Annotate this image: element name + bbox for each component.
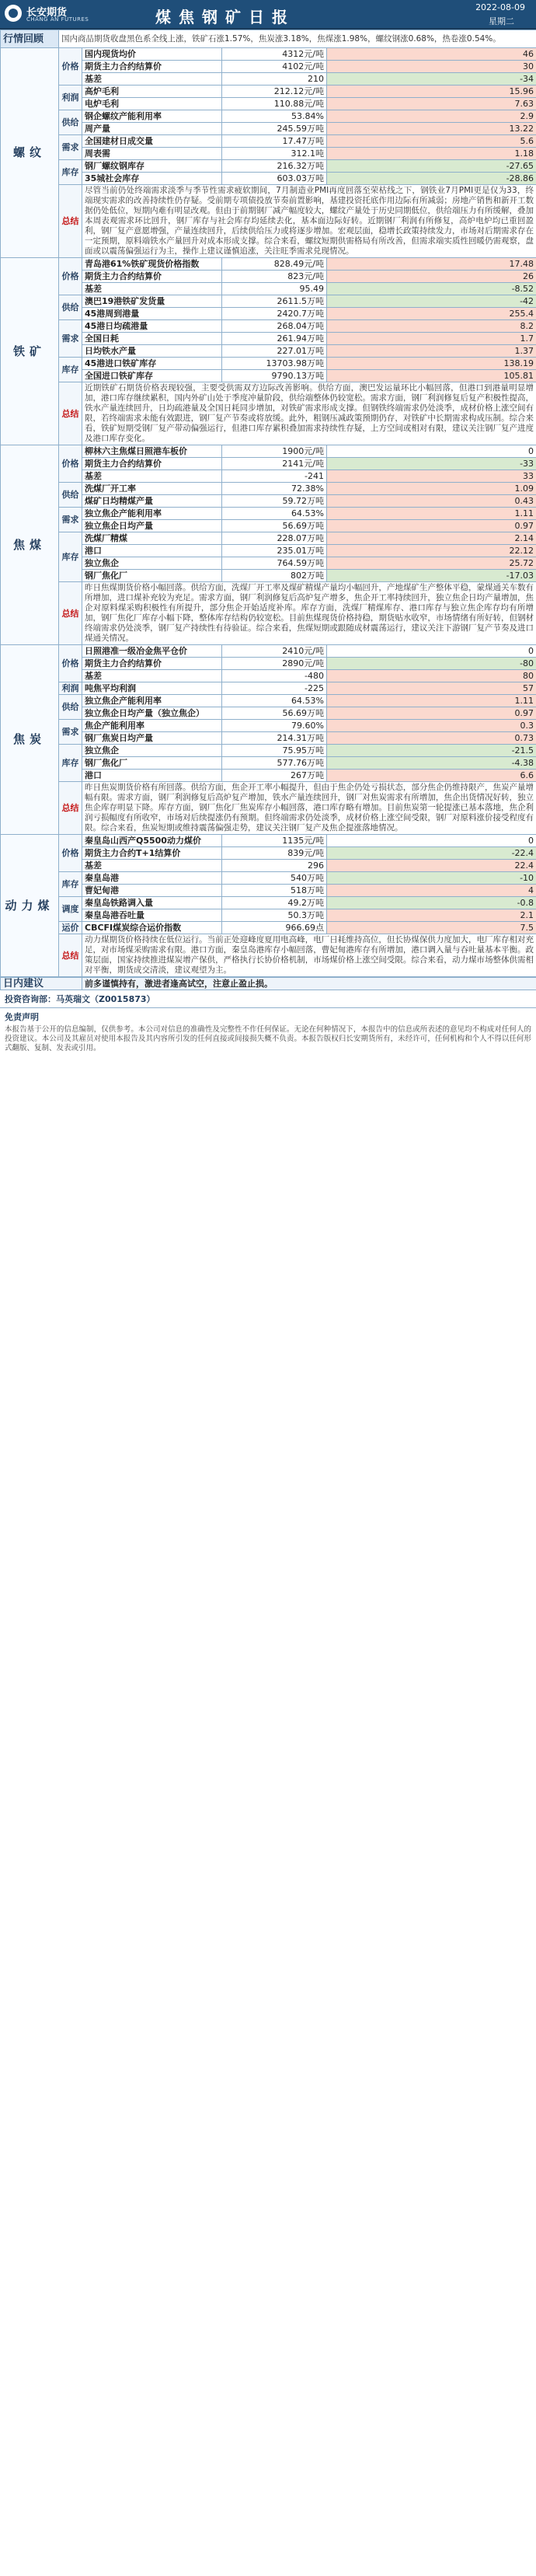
indicator-change: 138.19 xyxy=(327,358,536,370)
indicator-value: -241 xyxy=(222,470,327,483)
indicator-change: 13.22 xyxy=(327,123,536,135)
indicator-change: -17.03 xyxy=(327,570,536,582)
category-label: 库存 xyxy=(59,872,82,897)
metric-row xyxy=(1,86,536,98)
summary-text: 动力煤期货价格持续在低位运行。当前正处迎峰度夏用电高峰，电厂日耗维持高位，但长协煤保供力度加大，电厂库存相对充足，对市场煤采购需求有限。港口方面，秦皇岛港库存小幅回落，曹妃甸港库存有所增加，港口调入量与吞吐量基本平衡。政策层面，国家持续推进煤炭增产保供，严格执行长协价格机制，市场煤价格上涨空间受限。综合来看，动力煤市场整体供需相对平衡，期货成交清淡，建议观望为主。 xyxy=(82,934,536,977)
section-name: 动力煤 xyxy=(1,835,59,977)
indicator-value: -225 xyxy=(222,682,327,695)
indicator-value: 79.60% xyxy=(222,720,327,732)
indicator-change: 22.12 xyxy=(327,545,536,557)
category-label: 供给 xyxy=(59,695,82,720)
indicator-value: 966.69点 xyxy=(222,922,327,934)
indicator-name: 基差 xyxy=(82,470,222,483)
indicator-name: 日均铁水产量 xyxy=(82,345,222,358)
category-label: 供给 xyxy=(59,110,82,135)
indicator-change: 1.11 xyxy=(327,508,536,520)
indicator-value: 518万吨 xyxy=(222,885,327,897)
indicator-value: 577.76万吨 xyxy=(222,757,327,770)
category-label: 库存 xyxy=(59,160,82,185)
advice-text: 前多谨慎持有，激进者逢高试空，注意止盈止损。 xyxy=(82,978,536,990)
metric-row xyxy=(1,508,536,520)
section-name: 焦炭 xyxy=(1,645,59,835)
category-label: 运价 xyxy=(59,922,82,934)
indicator-value: 50.3万吨 xyxy=(222,909,327,922)
report-page xyxy=(0,0,536,1058)
indicator-change: -42 xyxy=(327,295,536,308)
indicator-change: 2.9 xyxy=(327,110,536,123)
indicator-change: 0.97 xyxy=(327,707,536,720)
metric-row xyxy=(1,682,536,695)
indicator-change: 7.5 xyxy=(327,922,536,934)
indicator-value: 267万吨 xyxy=(222,770,327,782)
indicator-value: 839元/吨 xyxy=(222,847,327,860)
indicator-name: 全国建材日成交量 xyxy=(82,135,222,148)
indicator-name: 全国日耗 xyxy=(82,333,222,345)
indicator-change: 7.63 xyxy=(327,98,536,110)
category-label: 价格 xyxy=(59,48,82,86)
indicator-change: 0.3 xyxy=(327,720,536,732)
indicator-name: 基差 xyxy=(82,670,222,682)
indicator-name: 秦皇岛山西产Q5500动力煤价 xyxy=(82,835,222,847)
indicator-change: 30 xyxy=(327,61,536,73)
indicator-name: 洗煤厂精煤 xyxy=(82,532,222,545)
indicator-value: 13703.98万吨 xyxy=(222,358,327,370)
indicator-value: 828.49元/吨 xyxy=(222,258,327,271)
review-text: 国内商品期货收盘黑色系全线上涨，铁矿石涨1.57%，焦炭涨3.18%，焦煤涨1.98%，螺纹钢涨0.68%，热卷涨0.54%。 xyxy=(59,30,536,48)
author-line: 投资咨询部：马英瑞文（Z0015873） xyxy=(0,990,536,1008)
indicator-name: 澳巴19港铁矿发货量 xyxy=(82,295,222,308)
summary-label: 总结 xyxy=(59,382,82,445)
metric-row xyxy=(1,872,536,885)
indicator-name: 期货主力合约结算价 xyxy=(82,458,222,470)
section-name: 铁矿 xyxy=(1,258,59,445)
indicator-change: 80 xyxy=(327,670,536,682)
review-label: 行情回顾 xyxy=(1,30,59,48)
indicator-name: 期货主力合约结算价 xyxy=(82,61,222,73)
category-label: 供给 xyxy=(59,295,82,320)
category-label: 库存 xyxy=(59,532,82,582)
indicator-name: 秦皇岛港吞吐量 xyxy=(82,909,222,922)
indicator-name: 周产量 xyxy=(82,123,222,135)
indicator-value: 261.94万吨 xyxy=(222,333,327,345)
brand-en: CHANG AN FUTURES xyxy=(26,16,89,23)
advice-row xyxy=(1,978,536,990)
indicator-change: -22.4 xyxy=(327,847,536,860)
indicator-change: 0.97 xyxy=(327,520,536,532)
indicator-value: 4312元/吨 xyxy=(222,48,327,61)
indicator-value: -480 xyxy=(222,670,327,682)
indicator-name: 秦皇岛铁路调入量 xyxy=(82,897,222,909)
indicator-name: 钢厂焦化厂 xyxy=(82,570,222,582)
report-table xyxy=(0,30,536,977)
indicator-change: -33 xyxy=(327,458,536,470)
indicator-value: 2410元/吨 xyxy=(222,645,327,658)
metric-row xyxy=(1,445,536,458)
summary-row xyxy=(1,582,536,645)
indicator-name: 钢厂焦炭日均产量 xyxy=(82,732,222,745)
metric-row xyxy=(1,258,536,271)
indicator-value: 9790.13万吨 xyxy=(222,370,327,382)
indicator-value: 56.69万吨 xyxy=(222,520,327,532)
summary-text: 近期铁矿石期货价格表现较强，主要受供需双方边际改善影响。供给方面，澳巴发运量环比小幅回落，但港口到港量明显增加，港口库存继续累积，国内外矿山处于季度冲量阶段，供给端整体仍较宽松。需求方面，钢厂利润修复后复产积极性提高，铁水产量连续回升，日均疏港量及全国日耗同步增加，对铁矿需求形成支撑。但钢铁终端需求仍处淡季，成材价格上涨空间有限，若终端需求未能有效跟进，钢厂复产节奏或将放缓。此外，粗钢压减政策预期仍存，对铁矿中长期需求构成压制。综合来看，铁矿短期受钢厂复产带动偏强运行，但港口库存累积叠加需求持续性存疑，上方空间或相对有限，建议关注钢厂复产进度及港口库存变化。 xyxy=(82,382,536,445)
category-label: 价格 xyxy=(59,645,82,682)
indicator-change: -4.38 xyxy=(327,757,536,770)
indicator-change: 2.14 xyxy=(327,532,536,545)
indicator-value: 235.01万吨 xyxy=(222,545,327,557)
indicator-change: 1.18 xyxy=(327,148,536,160)
indicator-name: 秦皇岛港 xyxy=(82,872,222,885)
indicator-value: 110.88元/吨 xyxy=(222,98,327,110)
indicator-value: 245.59万吨 xyxy=(222,123,327,135)
indicator-name: 独立焦企 xyxy=(82,557,222,570)
indicator-name: 煤矿日均精煤产量 xyxy=(82,495,222,508)
disclaimer-text: 本报告基于公开的信息编制，仅供参考。本公司对信息的准确性及完整性不作任何保证。无论在何种情况下，本报告中的信息或所表述的意见均不构成对任何人的投资建议。本公司及其雇员对使用本报告及其内容所引发的任何直接或间接损失概不负责。本报告版权归长安期货所有，未经许可，任何机构和个人不得以任何形式翻版、复制、发表或引用。 xyxy=(5,1025,531,1052)
metric-row xyxy=(1,922,536,934)
indicator-name: 柳林六主焦煤日照港车板价 xyxy=(82,445,222,458)
indicator-value: 802万吨 xyxy=(222,570,327,582)
indicator-change: -34 xyxy=(327,73,536,86)
indicator-value: 59.72万吨 xyxy=(222,495,327,508)
indicator-value: 53.84% xyxy=(222,110,327,123)
indicator-name: 日照港准一级冶金焦平仓价 xyxy=(82,645,222,658)
indicator-change: 255.4 xyxy=(327,308,536,320)
category-label: 需求 xyxy=(59,135,82,160)
category-label: 价格 xyxy=(59,258,82,295)
indicator-name: 基差 xyxy=(82,860,222,872)
summary-text: 尽管当前仍处终端需求淡季与季节性需求疲软期间，7月制造业PMI再度回落至荣枯线之下，钢铁业7月PMI更是仅为33，终端现实需求的改善持续性仍存疑。受前期专项债投放节奏前置影响，基建投资托底作用边际有所减弱；房地产销售和新开工数据仍处低位，短期内难有明显改观。但由于前期钢厂减产幅度较大，螺纹产量处于历史同期低位，供给端压力有所缓解，叠加本周表观需求环比回升，钢厂库存与社会库存均延续去化，基本面边际好转。近期钢厂利润有所修复，高炉电炉均已重回盈利，钢厂复产意愿增强，产量连续回升，后续供给压力或将逐步增加。宏观层面，稳增长政策持续发力，市场对后期需求存在一定预期，原料端铁水产量回升对成本形成支撑。综合来看，螺纹短期供需格局有所改善，但需求端实质性回暖仍需观察，盘面或以震荡偏强运行为主，操作上建议谨慎追涨，关注旺季需求兑现情况。 xyxy=(82,185,536,258)
indicator-value: 4102元/吨 xyxy=(222,61,327,73)
metric-row xyxy=(1,320,536,333)
indicator-change: 15.96 xyxy=(327,86,536,98)
section-name: 螺纹 xyxy=(1,48,59,258)
indicator-value: 216.32万吨 xyxy=(222,160,327,173)
indicator-change: 0.73 xyxy=(327,732,536,745)
indicator-name: 45港周到港量 xyxy=(82,308,222,320)
indicator-name: 独立焦企日均产量 xyxy=(82,520,222,532)
category-label: 利润 xyxy=(59,86,82,110)
indicator-value: 212.12元/吨 xyxy=(222,86,327,98)
indicator-name: 全国进口铁矿库存 xyxy=(82,370,222,382)
indicator-value: 17.47万吨 xyxy=(222,135,327,148)
indicator-change: 1.7 xyxy=(327,333,536,345)
indicator-value: 49.2万吨 xyxy=(222,897,327,909)
metric-row xyxy=(1,897,536,909)
summary-label: 总结 xyxy=(59,582,82,645)
indicator-change: 5.6 xyxy=(327,135,536,148)
indicator-name: 周表需 xyxy=(82,148,222,160)
indicator-value: 2420.7万吨 xyxy=(222,308,327,320)
indicator-name: 电炉毛利 xyxy=(82,98,222,110)
summary-row xyxy=(1,382,536,445)
indicator-change: 8.2 xyxy=(327,320,536,333)
category-label: 价格 xyxy=(59,835,82,872)
indicator-name: 钢企螺纹产能利用率 xyxy=(82,110,222,123)
indicator-name: 独立焦企产能利用率 xyxy=(82,508,222,520)
disclaimer-title: 免责声明 xyxy=(5,1012,39,1022)
advice-label: 日内建议 xyxy=(1,978,82,990)
indicator-change: -10 xyxy=(327,872,536,885)
logo-icon xyxy=(5,5,22,22)
category-label: 需求 xyxy=(59,720,82,745)
category-label: 调度 xyxy=(59,897,82,922)
indicator-change: 57 xyxy=(327,682,536,695)
indicator-name: 基差 xyxy=(82,73,222,86)
indicator-name: 独立焦企日均产量（独立焦企） xyxy=(82,707,222,720)
indicator-value: 268.04万吨 xyxy=(222,320,327,333)
indicator-value: 214.31万吨 xyxy=(222,732,327,745)
indicator-value: 56.69万吨 xyxy=(222,707,327,720)
indicator-name: 高炉毛利 xyxy=(82,86,222,98)
metric-row xyxy=(1,135,536,148)
indicator-change: 22.4 xyxy=(327,860,536,872)
indicator-name: 45港日均疏港量 xyxy=(82,320,222,333)
indicator-change: -8.52 xyxy=(327,283,536,295)
report-date: 2022-08-09 xyxy=(475,2,525,12)
metric-row xyxy=(1,645,536,658)
indicator-change: -0.8 xyxy=(327,897,536,909)
indicator-value: 2611.5万吨 xyxy=(222,295,327,308)
indicator-change: 17.48 xyxy=(327,258,536,271)
metric-row xyxy=(1,358,536,370)
indicator-value: 2141元/吨 xyxy=(222,458,327,470)
indicator-change: -80 xyxy=(327,658,536,670)
metric-row xyxy=(1,295,536,308)
indicator-change: -28.86 xyxy=(327,173,536,185)
summary-row xyxy=(1,185,536,258)
indicator-change: 26 xyxy=(327,271,536,283)
indicator-name: 洗煤厂开工率 xyxy=(82,483,222,495)
indicator-value: 72.38% xyxy=(222,483,327,495)
indicator-name: 焦企产能利用率 xyxy=(82,720,222,732)
metric-row xyxy=(1,695,536,707)
indicator-change: -21.5 xyxy=(327,745,536,757)
indicator-name: 港口 xyxy=(82,770,222,782)
indicator-change: 0 xyxy=(327,835,536,847)
metric-row xyxy=(1,110,536,123)
indicator-value: 95.49 xyxy=(222,283,327,295)
report-weekday: 星期二 xyxy=(489,16,514,26)
indicator-value: 2890元/吨 xyxy=(222,658,327,670)
category-label: 库存 xyxy=(59,745,82,782)
indicator-name: 45港进口铁矿库存 xyxy=(82,358,222,370)
summary-row xyxy=(1,934,536,977)
indicator-value: 64.53% xyxy=(222,508,327,520)
brand-logo xyxy=(5,4,98,24)
section-name: 焦煤 xyxy=(1,445,59,645)
indicator-value: 603.03万吨 xyxy=(222,173,327,185)
review-row xyxy=(1,30,536,48)
indicator-name: 钢厂螺纹钢库存 xyxy=(82,160,222,173)
indicator-value: 764.59万吨 xyxy=(222,557,327,570)
indicator-change: 0 xyxy=(327,445,536,458)
metric-row xyxy=(1,483,536,495)
indicator-value: 312.1吨 xyxy=(222,148,327,160)
indicator-value: 1900元/吨 xyxy=(222,445,327,458)
indicator-name: 青岛港61%铁矿现货价格指数 xyxy=(82,258,222,271)
indicator-change: 105.81 xyxy=(327,370,536,382)
summary-label: 总结 xyxy=(59,934,82,977)
indicator-change: 4 xyxy=(327,885,536,897)
indicator-value: 75.95万吨 xyxy=(222,745,327,757)
indicator-value: 64.53% xyxy=(222,695,327,707)
summary-row xyxy=(1,782,536,835)
indicator-value: 1135元/吨 xyxy=(222,835,327,847)
metric-row xyxy=(1,160,536,173)
report-header xyxy=(0,0,536,30)
indicator-value: 228.07万吨 xyxy=(222,532,327,545)
indicator-change: -27.65 xyxy=(327,160,536,173)
indicator-name: 基差 xyxy=(82,283,222,295)
summary-label: 总结 xyxy=(59,185,82,258)
category-label: 需求 xyxy=(59,508,82,532)
indicator-change: 33 xyxy=(327,470,536,483)
brand-cn: 长安期货 xyxy=(26,7,68,19)
indicator-name: 35城社会库存 xyxy=(82,173,222,185)
category-label: 价格 xyxy=(59,445,82,483)
indicator-change: 1.09 xyxy=(327,483,536,495)
indicator-value: 540万吨 xyxy=(222,872,327,885)
metric-row xyxy=(1,48,536,61)
indicator-name: 期货主力合约结算价 xyxy=(82,271,222,283)
indicator-name: 港口 xyxy=(82,545,222,557)
metric-row xyxy=(1,720,536,732)
advice-table xyxy=(0,977,536,990)
indicator-name: 独立焦企产能利用率 xyxy=(82,695,222,707)
summary-text: 昨日焦煤期货价格小幅回落。供给方面，洗煤厂开工率及煤矿精煤产量均小幅回升，产地煤矿生产整体平稳，蒙煤通关车数有所增加，进口煤补充较为充足。需求方面，钢厂利润修复后高炉复产增多，焦企开工率持续回升，独立焦企日均产量增加，焦企对原料煤采购积极性有所提升，部分焦企开始适度补库。库存方面，洗煤厂精煤库存、港口库存与独立焦企库存均有所增加，钢厂焦化厂库存小幅下降，整体库存结构仍较宽松。目前焦煤现货价格持稳，期货贴水收窄，市场情绪有所好转，但钢材终端需求仍处淡季，钢厂复产持续性有待验证。综合来看，焦煤短期或跟随成材震荡运行，建议关注下游钢厂复产节奏及进口煤通关情况。 xyxy=(82,582,536,645)
indicator-change: 0 xyxy=(327,645,536,658)
indicator-name: 国内现货均价 xyxy=(82,48,222,61)
category-label: 供给 xyxy=(59,483,82,508)
summary-label: 总结 xyxy=(59,782,82,835)
indicator-name: 曹妃甸港 xyxy=(82,885,222,897)
indicator-value: 210 xyxy=(222,73,327,86)
indicator-change: 6.6 xyxy=(327,770,536,782)
metric-row xyxy=(1,835,536,847)
indicator-value: 823元/吨 xyxy=(222,271,327,283)
indicator-change: 1.37 xyxy=(327,345,536,358)
indicator-change: 25.72 xyxy=(327,557,536,570)
indicator-name: CBCFI煤炭综合运价指数 xyxy=(82,922,222,934)
indicator-change: 2.1 xyxy=(327,909,536,922)
summary-text: 昨日焦炭期货价格有所回落。供给方面，焦企开工率小幅提升，但由于焦企仍处亏损状态，部分焦企仍维持限产，焦炭产量增幅有限。需求方面，钢厂利润修复后高炉复产增加，铁水产量连续回升，钢厂对焦炭需求有所增加，焦企出货情况好转，独立焦企库存明显下降。库存方面，钢厂焦化厂焦炭库存小幅回落，港口库存略有增加。目前焦炭第一轮提涨已基本落地，焦企利润亏损幅度有所收窄，市场对后续提涨仍有预期。但终端需求仍处淡季，成材价格上涨空间受限，钢厂对原料涨价接受程度有限。综合来看，焦炭短期或维持震荡偏强走势，建议关注钢厂复产及焦企提涨落地情况。 xyxy=(82,782,536,835)
category-label: 利润 xyxy=(59,682,82,695)
indicator-name: 独立焦企 xyxy=(82,745,222,757)
indicator-name: 期货主力合约结算价 xyxy=(82,658,222,670)
indicator-name: 期货主力合约T+1结算价 xyxy=(82,847,222,860)
indicator-change: 0.43 xyxy=(327,495,536,508)
report-title: 煤焦钢矿日报 xyxy=(155,8,295,26)
indicator-name: 钢厂焦化厂 xyxy=(82,757,222,770)
indicator-change: 1.11 xyxy=(327,695,536,707)
category-label: 库存 xyxy=(59,358,82,382)
category-label: 需求 xyxy=(59,320,82,358)
indicator-name: 吨焦平均利润 xyxy=(82,682,222,695)
indicator-value: 296 xyxy=(222,860,327,872)
indicator-change: 46 xyxy=(327,48,536,61)
indicator-value: 227.01万吨 xyxy=(222,345,327,358)
metric-row xyxy=(1,745,536,757)
metric-row xyxy=(1,532,536,545)
